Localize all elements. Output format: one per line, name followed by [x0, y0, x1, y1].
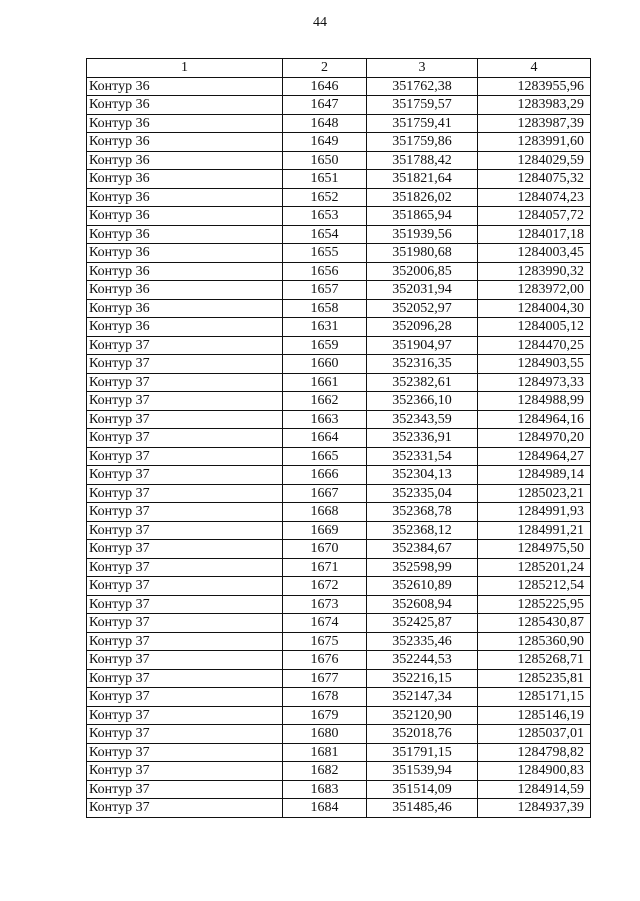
- x-coordinate-cell: 352120,90: [367, 706, 478, 725]
- y-coordinate-cell: 1284989,14: [478, 466, 591, 485]
- y-coordinate-cell: 1285360,90: [478, 632, 591, 651]
- column-header-3: 3: [367, 59, 478, 78]
- table-row: [87, 743, 591, 762]
- contour-name-cell: Контур 37: [87, 762, 283, 781]
- point-number-cell: 1683: [283, 780, 367, 799]
- contour-name-cell: Контур 36: [87, 207, 283, 226]
- contour-name-cell: Контур 37: [87, 484, 283, 503]
- x-coordinate-cell: 352368,78: [367, 503, 478, 522]
- table-row: [87, 521, 591, 540]
- x-coordinate-cell: 352304,13: [367, 466, 478, 485]
- y-coordinate-cell: 1284970,20: [478, 429, 591, 448]
- x-coordinate-cell: 352384,67: [367, 540, 478, 559]
- point-number-cell: 1651: [283, 170, 367, 189]
- contour-name-cell: Контур 37: [87, 651, 283, 670]
- y-coordinate-cell: 1285037,01: [478, 725, 591, 744]
- x-coordinate-cell: 352366,10: [367, 392, 478, 411]
- contour-name-cell: Контур 37: [87, 373, 283, 392]
- y-coordinate-cell: 1283972,00: [478, 281, 591, 300]
- y-coordinate-cell: 1283955,96: [478, 77, 591, 96]
- page-number: 44: [313, 15, 327, 30]
- contour-name-cell: Контур 37: [87, 577, 283, 596]
- contour-name-cell: Контур 37: [87, 355, 283, 374]
- x-coordinate-cell: 352244,53: [367, 651, 478, 670]
- point-number-cell: 1668: [283, 503, 367, 522]
- table-row: [87, 595, 591, 614]
- table-row: [87, 632, 591, 651]
- table-row: [87, 651, 591, 670]
- contour-name-cell: Контур 37: [87, 780, 283, 799]
- point-number-cell: 1631: [283, 318, 367, 337]
- table-row: [87, 151, 591, 170]
- point-number-cell: 1650: [283, 151, 367, 170]
- y-coordinate-cell: 1284029,59: [478, 151, 591, 170]
- x-coordinate-cell: 351788,42: [367, 151, 478, 170]
- contour-name-cell: Контур 37: [87, 669, 283, 688]
- contour-name-cell: Контур 36: [87, 133, 283, 152]
- y-coordinate-cell: 1283983,29: [478, 96, 591, 115]
- x-coordinate-cell: 352336,91: [367, 429, 478, 448]
- contour-name-cell: Контур 37: [87, 540, 283, 559]
- y-coordinate-cell: 1284798,82: [478, 743, 591, 762]
- x-coordinate-cell: 352052,97: [367, 299, 478, 318]
- point-number-cell: 1678: [283, 688, 367, 707]
- point-number-cell: 1655: [283, 244, 367, 263]
- x-coordinate-cell: 351980,68: [367, 244, 478, 263]
- point-number-cell: 1666: [283, 466, 367, 485]
- contour-name-cell: Контур 37: [87, 614, 283, 633]
- contour-name-cell: Контур 37: [87, 447, 283, 466]
- x-coordinate-cell: 352018,76: [367, 725, 478, 744]
- point-number-cell: 1682: [283, 762, 367, 781]
- y-coordinate-cell: 1285146,19: [478, 706, 591, 725]
- table-row: [87, 558, 591, 577]
- table-row: [87, 725, 591, 744]
- x-coordinate-cell: 351762,38: [367, 77, 478, 96]
- table-header: [87, 59, 591, 78]
- contour-name-cell: Контур 37: [87, 410, 283, 429]
- column-header-4: 4: [478, 59, 591, 78]
- table-row: [87, 392, 591, 411]
- table-row: [87, 262, 591, 281]
- table-row: [87, 503, 591, 522]
- y-coordinate-cell: 1284991,21: [478, 521, 591, 540]
- y-coordinate-cell: 1285268,71: [478, 651, 591, 670]
- point-number-cell: 1672: [283, 577, 367, 596]
- point-number-cell: 1675: [283, 632, 367, 651]
- contour-name-cell: Контур 36: [87, 262, 283, 281]
- point-number-cell: 1671: [283, 558, 367, 577]
- x-coordinate-cell: 351904,97: [367, 336, 478, 355]
- point-number-cell: 1665: [283, 447, 367, 466]
- y-coordinate-cell: 1284470,25: [478, 336, 591, 355]
- x-coordinate-cell: 352096,28: [367, 318, 478, 337]
- contour-name-cell: Контур 37: [87, 688, 283, 707]
- table-row: [87, 780, 591, 799]
- contour-name-cell: Контур 36: [87, 318, 283, 337]
- point-number-cell: 1661: [283, 373, 367, 392]
- y-coordinate-cell: 1285171,15: [478, 688, 591, 707]
- y-coordinate-cell: 1284003,45: [478, 244, 591, 263]
- y-coordinate-cell: 1283991,60: [478, 133, 591, 152]
- x-coordinate-cell: 351485,46: [367, 799, 478, 818]
- x-coordinate-cell: 352316,35: [367, 355, 478, 374]
- contour-name-cell: Контур 37: [87, 392, 283, 411]
- y-coordinate-cell: 1283990,32: [478, 262, 591, 281]
- y-coordinate-cell: 1284991,93: [478, 503, 591, 522]
- x-coordinate-cell: 352335,04: [367, 484, 478, 503]
- table-row: [87, 318, 591, 337]
- contour-name-cell: Контур 36: [87, 151, 283, 170]
- column-header-1: 1: [87, 59, 283, 78]
- contour-name-cell: Контур 36: [87, 244, 283, 263]
- point-number-cell: 1646: [283, 77, 367, 96]
- y-coordinate-cell: 1284914,59: [478, 780, 591, 799]
- table-body: [87, 77, 591, 817]
- table-row: [87, 373, 591, 392]
- table-row: [87, 540, 591, 559]
- y-coordinate-cell: 1285023,21: [478, 484, 591, 503]
- table-row: [87, 706, 591, 725]
- contour-name-cell: Контур 36: [87, 299, 283, 318]
- y-coordinate-cell: 1285212,54: [478, 577, 591, 596]
- x-coordinate-cell: 352608,94: [367, 595, 478, 614]
- point-number-cell: 1663: [283, 410, 367, 429]
- y-coordinate-cell: 1284988,99: [478, 392, 591, 411]
- x-coordinate-cell: 351759,86: [367, 133, 478, 152]
- point-number-cell: 1653: [283, 207, 367, 226]
- contour-name-cell: Контур 37: [87, 558, 283, 577]
- x-coordinate-cell: 352335,46: [367, 632, 478, 651]
- x-coordinate-cell: 352031,94: [367, 281, 478, 300]
- y-coordinate-cell: 1285225,95: [478, 595, 591, 614]
- y-coordinate-cell: 1283987,39: [478, 114, 591, 133]
- y-coordinate-cell: 1284017,18: [478, 225, 591, 244]
- y-coordinate-cell: 1284903,55: [478, 355, 591, 374]
- point-number-cell: 1681: [283, 743, 367, 762]
- y-coordinate-cell: 1284074,23: [478, 188, 591, 207]
- table-row: [87, 244, 591, 263]
- table-row: [87, 410, 591, 429]
- table-row: [87, 799, 591, 818]
- header-row: [87, 59, 591, 78]
- x-coordinate-cell: 351514,09: [367, 780, 478, 799]
- point-number-cell: 1684: [283, 799, 367, 818]
- x-coordinate-cell: 352610,89: [367, 577, 478, 596]
- x-coordinate-cell: 351759,57: [367, 96, 478, 115]
- table-row: [87, 96, 591, 115]
- x-coordinate-cell: 351791,15: [367, 743, 478, 762]
- x-coordinate-cell: 351865,94: [367, 207, 478, 226]
- table-row: [87, 466, 591, 485]
- x-coordinate-cell: 352425,87: [367, 614, 478, 633]
- y-coordinate-cell: 1284964,16: [478, 410, 591, 429]
- point-number-cell: 1673: [283, 595, 367, 614]
- contour-name-cell: Контур 37: [87, 595, 283, 614]
- contour-name-cell: Контур 36: [87, 96, 283, 115]
- point-number-cell: 1660: [283, 355, 367, 374]
- x-coordinate-cell: 351939,56: [367, 225, 478, 244]
- coordinates-table: [86, 58, 591, 818]
- contour-name-cell: Контур 36: [87, 225, 283, 244]
- point-number-cell: 1647: [283, 96, 367, 115]
- x-coordinate-cell: 352006,85: [367, 262, 478, 281]
- x-coordinate-cell: 352331,54: [367, 447, 478, 466]
- y-coordinate-cell: 1284973,33: [478, 373, 591, 392]
- x-coordinate-cell: 352598,99: [367, 558, 478, 577]
- point-number-cell: 1676: [283, 651, 367, 670]
- y-coordinate-cell: 1284004,30: [478, 299, 591, 318]
- contour-name-cell: Контур 36: [87, 188, 283, 207]
- contour-name-cell: Контур 37: [87, 725, 283, 744]
- table-row: [87, 170, 591, 189]
- point-number-cell: 1656: [283, 262, 367, 281]
- table-row: [87, 133, 591, 152]
- contour-name-cell: Контур 36: [87, 77, 283, 96]
- y-coordinate-cell: 1284057,72: [478, 207, 591, 226]
- x-coordinate-cell: 352216,15: [367, 669, 478, 688]
- table-row: [87, 355, 591, 374]
- contour-name-cell: Контур 36: [87, 281, 283, 300]
- table-row: [87, 429, 591, 448]
- point-number-cell: 1658: [283, 299, 367, 318]
- table-row: [87, 688, 591, 707]
- y-coordinate-cell: 1284937,39: [478, 799, 591, 818]
- y-coordinate-cell: 1285235,81: [478, 669, 591, 688]
- y-coordinate-cell: 1284075,32: [478, 170, 591, 189]
- point-number-cell: 1664: [283, 429, 367, 448]
- point-number-cell: 1670: [283, 540, 367, 559]
- table-row: [87, 577, 591, 596]
- point-number-cell: 1654: [283, 225, 367, 244]
- y-coordinate-cell: 1284900,83: [478, 762, 591, 781]
- contour-name-cell: Контур 37: [87, 503, 283, 522]
- table-row: [87, 336, 591, 355]
- x-coordinate-cell: 352343,59: [367, 410, 478, 429]
- contour-name-cell: Контур 37: [87, 466, 283, 485]
- table-row: [87, 114, 591, 133]
- x-coordinate-cell: 352368,12: [367, 521, 478, 540]
- x-coordinate-cell: 352147,34: [367, 688, 478, 707]
- point-number-cell: 1657: [283, 281, 367, 300]
- contour-name-cell: Контур 36: [87, 170, 283, 189]
- table-row: [87, 225, 591, 244]
- point-number-cell: 1659: [283, 336, 367, 355]
- point-number-cell: 1648: [283, 114, 367, 133]
- x-coordinate-cell: 351826,02: [367, 188, 478, 207]
- x-coordinate-cell: 351539,94: [367, 762, 478, 781]
- point-number-cell: 1667: [283, 484, 367, 503]
- table-row: [87, 484, 591, 503]
- point-number-cell: 1669: [283, 521, 367, 540]
- x-coordinate-cell: 351821,64: [367, 170, 478, 189]
- y-coordinate-cell: 1284005,12: [478, 318, 591, 337]
- contour-name-cell: Контур 37: [87, 336, 283, 355]
- table-row: [87, 281, 591, 300]
- point-number-cell: 1652: [283, 188, 367, 207]
- table-row: [87, 77, 591, 96]
- y-coordinate-cell: 1284975,50: [478, 540, 591, 559]
- point-number-cell: 1674: [283, 614, 367, 633]
- contour-name-cell: Контур 37: [87, 743, 283, 762]
- point-number-cell: 1662: [283, 392, 367, 411]
- y-coordinate-cell: 1285201,24: [478, 558, 591, 577]
- table-row: [87, 614, 591, 633]
- table-row: [87, 762, 591, 781]
- contour-name-cell: Контур 37: [87, 799, 283, 818]
- table-row: [87, 669, 591, 688]
- point-number-cell: 1649: [283, 133, 367, 152]
- table-row: [87, 447, 591, 466]
- contour-name-cell: Контур 37: [87, 706, 283, 725]
- point-number-cell: 1680: [283, 725, 367, 744]
- x-coordinate-cell: 352382,61: [367, 373, 478, 392]
- point-number-cell: 1679: [283, 706, 367, 725]
- contour-name-cell: Контур 37: [87, 632, 283, 651]
- y-coordinate-cell: 1284964,27: [478, 447, 591, 466]
- column-header-2: 2: [283, 59, 367, 78]
- x-coordinate-cell: 351759,41: [367, 114, 478, 133]
- contour-name-cell: Контур 37: [87, 429, 283, 448]
- table-row: [87, 207, 591, 226]
- y-coordinate-cell: 1285430,87: [478, 614, 591, 633]
- contour-name-cell: Контур 36: [87, 114, 283, 133]
- contour-name-cell: Контур 37: [87, 521, 283, 540]
- table-row: [87, 299, 591, 318]
- table-row: [87, 188, 591, 207]
- point-number-cell: 1677: [283, 669, 367, 688]
